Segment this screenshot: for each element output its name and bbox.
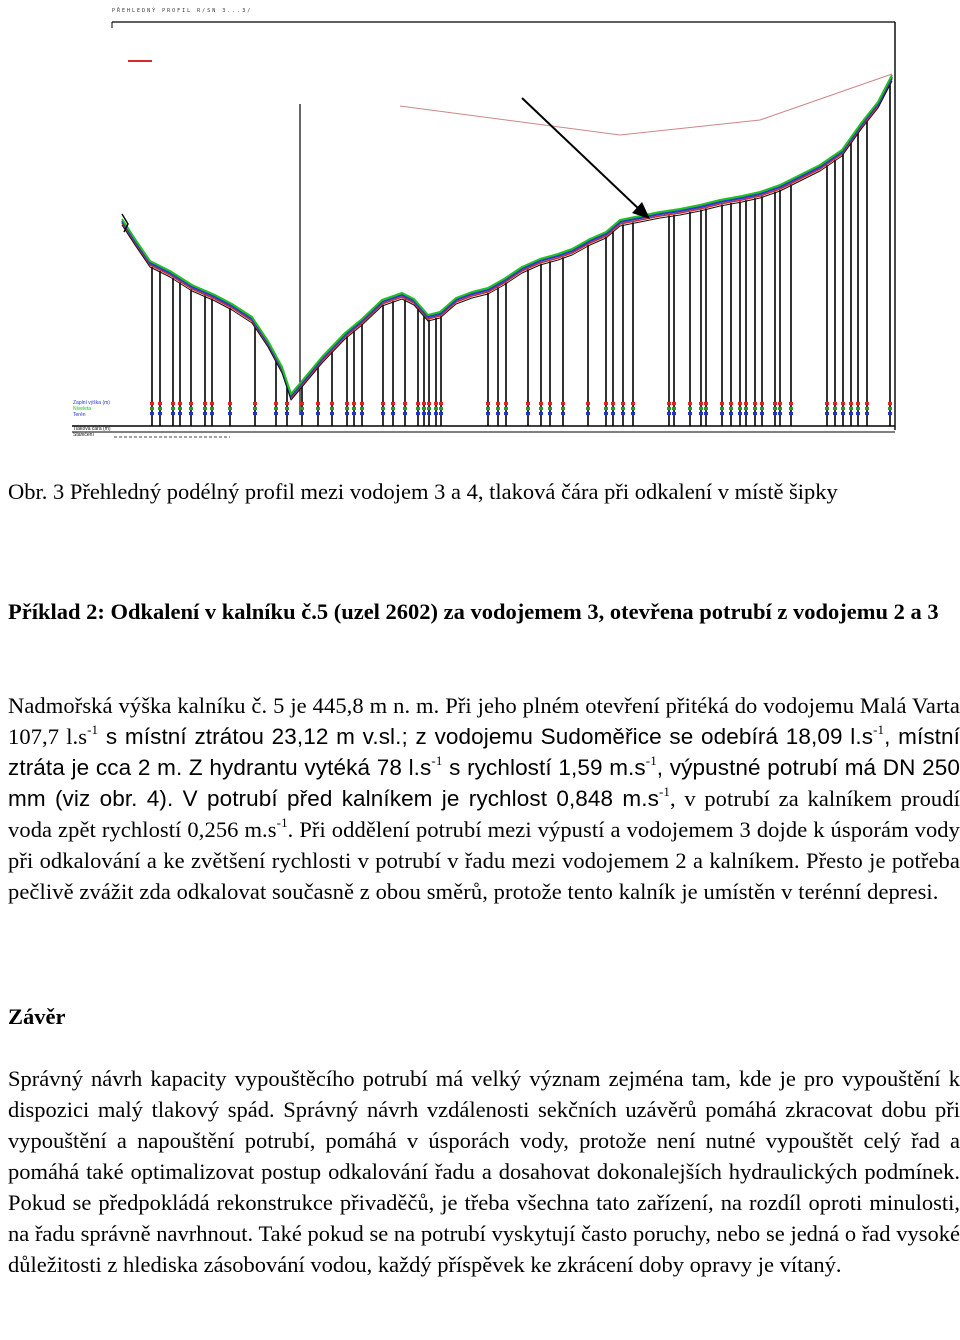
station-tick [720, 402, 724, 405]
station-tick [778, 412, 782, 415]
station-tick [391, 402, 395, 405]
station-tick [526, 407, 530, 410]
station-tick [158, 402, 162, 405]
station-tick [434, 407, 438, 410]
station-tick [789, 402, 793, 405]
para-text: , místní ztráta je cca 2 m. Z hydrantu vytéká 78 l.s [8, 724, 960, 780]
station-tick [841, 407, 845, 410]
station-tick [422, 402, 426, 405]
figure-frame [0, 0, 895, 437]
station-tick [667, 402, 671, 405]
station-tick [729, 412, 733, 415]
profile-lines [122, 61, 892, 400]
station-tick [744, 412, 748, 415]
station-tick [548, 407, 552, 410]
station-tick [699, 407, 703, 410]
station-tick [330, 412, 334, 415]
station-tick [720, 412, 724, 415]
station-tick [561, 402, 565, 405]
station-tick [586, 402, 590, 405]
station-tick [825, 407, 829, 410]
station-tick [888, 412, 892, 415]
station-tick [360, 412, 364, 415]
station-tick [704, 407, 708, 410]
station-tick [849, 407, 853, 410]
profile-line [122, 81, 892, 400]
station-tick [504, 407, 508, 410]
station-tick [865, 407, 869, 410]
station-tick [773, 412, 777, 415]
station-tick [178, 412, 182, 415]
station-tick [561, 407, 565, 410]
station-tick [738, 407, 742, 410]
station-tick [526, 402, 530, 405]
station-tick [738, 402, 742, 405]
station-tick [274, 412, 278, 415]
legend-label: Niveleta [73, 406, 92, 412]
station-tick [841, 412, 845, 415]
station-tick [171, 412, 175, 415]
station-tick [330, 407, 334, 410]
station-tick [381, 412, 385, 415]
station-tick [611, 412, 615, 415]
station-tick [439, 407, 443, 410]
station-tick [760, 412, 764, 415]
figure-header-strip: PŘEHLEDNÝ PROFIL R/SN 3...3/ [112, 8, 253, 14]
station-tick [548, 412, 552, 415]
station-tick [865, 412, 869, 415]
arrow-shaft [522, 98, 640, 210]
station-tick [631, 402, 635, 405]
station-tick [150, 412, 154, 415]
station-tick [833, 402, 837, 405]
example-paragraph [8, 690, 960, 907]
station-tick [486, 407, 490, 410]
station-tick [841, 402, 845, 405]
station-tick [203, 407, 207, 410]
station-tick [744, 407, 748, 410]
station-tick [210, 412, 214, 415]
station-tick [833, 407, 837, 410]
station-tick [203, 412, 207, 415]
station-tick [360, 407, 364, 410]
profile-drawing [0, 0, 960, 440]
para-text: , v potrubí za kalníkem proudí voda zpět rychlostí 0,256 m.s [8, 786, 960, 842]
station-tick [773, 402, 777, 405]
station-tick [699, 412, 703, 415]
station-tick [496, 407, 500, 410]
station-tick [611, 407, 615, 410]
station-tick [504, 412, 508, 415]
superscript: -1 [658, 783, 670, 799]
station-lines [152, 84, 890, 426]
para-text: s místní ztrátou 23,12 m v.sl.; z vodojemu Sudoměřice se odebírá 18,09 l.s [98, 724, 874, 749]
station-tick [203, 402, 207, 405]
station-tick [403, 402, 407, 405]
station-tick [316, 402, 320, 405]
arrow-marker [522, 98, 650, 219]
station-tick [381, 407, 385, 410]
station-tick [699, 402, 703, 405]
station-tick [427, 407, 431, 410]
station-tick [150, 407, 154, 410]
station-tick [391, 412, 395, 415]
station-tick [403, 412, 407, 415]
station-tick [738, 412, 742, 415]
station-tick [672, 402, 676, 405]
station-tick [178, 407, 182, 410]
station-tick [672, 407, 676, 410]
station-tick [300, 412, 304, 415]
superscript: -1 [645, 752, 657, 768]
station-tick [539, 407, 543, 410]
station-tick [345, 407, 349, 410]
station-tick [561, 412, 565, 415]
station-tick [403, 407, 407, 410]
station-tick [548, 402, 552, 405]
station-tick [586, 412, 590, 415]
station-tick [833, 412, 837, 415]
station-tick [391, 407, 395, 410]
station-tick [189, 412, 193, 415]
figure-caption: Obr. 3 Přehledný podélný profil mezi vodojem 3 a 4, tlaková čára při odkalení v místě šipky [8, 479, 838, 504]
station-tick [526, 412, 530, 415]
energy-line [400, 74, 892, 135]
station-tick [604, 412, 608, 415]
station-tick [704, 412, 708, 415]
station-tick [688, 407, 692, 410]
station-tick [778, 407, 782, 410]
station-tick [865, 402, 869, 405]
station-tick [539, 412, 543, 415]
station-tick [760, 402, 764, 405]
station-tick [631, 412, 635, 415]
station-tick [189, 407, 193, 410]
station-tick [856, 407, 860, 410]
station-tick [300, 402, 304, 405]
station-tick [888, 402, 892, 405]
station-tick [856, 412, 860, 415]
station-tick [416, 402, 420, 405]
legend-label: Tlaková čára (m) [73, 426, 111, 432]
para-text: Nadmořská výška kalníku č. 5 je 445,8 m n. m. Při jeho plném otevření přitéká do vodojemu Malá Varta 107,7 l.s [8, 693, 960, 749]
station-tick [753, 412, 757, 415]
station-tick [285, 412, 289, 415]
station-tick [330, 402, 334, 405]
superscript: -1 [431, 752, 443, 768]
station-tick [150, 402, 154, 405]
station-tick [228, 412, 232, 415]
station-tick [352, 412, 356, 415]
station-tick [178, 402, 182, 405]
station-tick [228, 402, 232, 405]
station-tick [760, 407, 764, 410]
station-tick [849, 402, 853, 405]
para-text: , výpustné potrubí má DN 250 mm (viz obr. 4). V potrubí před kalníkem je rychlost 0,848 m.s [8, 755, 960, 811]
station-tick [427, 412, 431, 415]
profile-line [122, 79, 892, 398]
station-tick [427, 402, 431, 405]
station-tick [667, 407, 671, 410]
station-tick [352, 407, 356, 410]
station-tick [300, 407, 304, 410]
station-tick [171, 407, 175, 410]
station-tick [496, 402, 500, 405]
station-tick [773, 407, 777, 410]
station-tick [496, 412, 500, 415]
para-text: . Při oddělení potrubí mezi výpustí a vodojemem 3 dojde k úsporám vody při odkalování a ke zvětšení rychlosti v potrubí v řadu mezi vodojemem 2 a kalníkem. Přesto je potřeba pečlivě zvážit zda odkalovat současně z obou směrů, protože tento kalník je umístěn v terénní depresi. [8, 817, 960, 904]
legend-label: Terén [73, 412, 86, 418]
station-tick [849, 412, 853, 415]
station-tick [744, 402, 748, 405]
station-tick [422, 412, 426, 415]
station-tick [285, 407, 289, 410]
conclusion-heading: Závěr [8, 1004, 66, 1029]
station-tick [434, 412, 438, 415]
station-tick [274, 407, 278, 410]
station-tick [422, 407, 426, 410]
station-tick [439, 402, 443, 405]
station-tick [352, 402, 356, 405]
station-tick [621, 407, 625, 410]
station-tick [621, 402, 625, 405]
station-tick [604, 407, 608, 410]
station-tick [539, 402, 543, 405]
station-tick [189, 402, 193, 405]
station-tick [345, 402, 349, 405]
station-tick [704, 402, 708, 405]
profile-line [122, 75, 892, 394]
station-tick [631, 407, 635, 410]
superscript: -1 [87, 721, 99, 737]
station-tick [416, 412, 420, 415]
profile-line [122, 77, 892, 396]
station-tick [158, 407, 162, 410]
station-tick [856, 402, 860, 405]
station-tick [285, 402, 289, 405]
station-tick [381, 402, 385, 405]
station-tick [210, 402, 214, 405]
station-tick [504, 402, 508, 405]
station-tick [753, 407, 757, 410]
legend-label: Zaplní výška (m) [73, 400, 110, 406]
station-tick [604, 402, 608, 405]
station-tick [586, 407, 590, 410]
station-tick [888, 407, 892, 410]
station-tick [778, 402, 782, 405]
station-tick [729, 407, 733, 410]
station-tick [688, 402, 692, 405]
superscript: -1 [276, 814, 288, 830]
station-tick [228, 407, 232, 410]
station-tick [416, 407, 420, 410]
station-tick [621, 412, 625, 415]
station-tick [210, 407, 214, 410]
station-tick [672, 412, 676, 415]
superscript: -1 [873, 721, 885, 737]
station-tick [486, 412, 490, 415]
station-tick [253, 407, 257, 410]
station-tick [274, 402, 278, 405]
station-tick [434, 402, 438, 405]
station-tick [345, 412, 349, 415]
station-tick [720, 407, 724, 410]
station-tick [316, 412, 320, 415]
station-tick [171, 402, 175, 405]
station-tick [729, 402, 733, 405]
station-tick [253, 402, 257, 405]
station-tick [439, 412, 443, 415]
station-tick [360, 402, 364, 405]
profile-figure [0, 0, 960, 440]
station-tick [753, 402, 757, 405]
station-tick [253, 412, 257, 415]
legend-label: Staničení [73, 432, 94, 438]
station-ticks [150, 402, 892, 415]
station-tick [789, 407, 793, 410]
station-tick [825, 402, 829, 405]
station-tick [688, 412, 692, 415]
station-tick [486, 402, 490, 405]
station-tick [825, 412, 829, 415]
station-tick [611, 402, 615, 405]
station-tick [158, 412, 162, 415]
para-text: s rychlostí 1,59 m.s [442, 755, 646, 780]
station-tick [316, 407, 320, 410]
station-tick [789, 412, 793, 415]
station-tick [667, 412, 671, 415]
conclusion-paragraph: Správný návrh kapacity vypouštěcího potrubí má velký význam zejména tam, kde je pro vypouštění k dispozici malý tlakový spád. Správný návrh vzdálenosti sekčních uzávěrů pomáhá zkracovat dobu při vypouštění a napouštění potrubí, pomáhá v úsporách vody, protože není nutné vypouštět celý řad a pomáhá také optimalizovat postup odkalování řadu a dosahovat dokonalejších hydraulických podmínek. Pokud se předpokládá rekonstrukce přivaděčů, je třeba všechna tato zařízení, na rozdíl oproti minulosti, na řadu správně navrhnout. Také pokud se na potrubí vyskytují často poruchy, nebo se jedná o řad vysoké důležitosti z hlediska zásobování vodou, každý příspěvek ke zkrácení doby opravy je vítaný. [8, 1066, 960, 1277]
example-heading: Příklad 2: Odkalení v kalníku č.5 (uzel 2602) za vodojemem 3, otevřena potrubí z vodojemu 2 a 3 [8, 599, 939, 624]
